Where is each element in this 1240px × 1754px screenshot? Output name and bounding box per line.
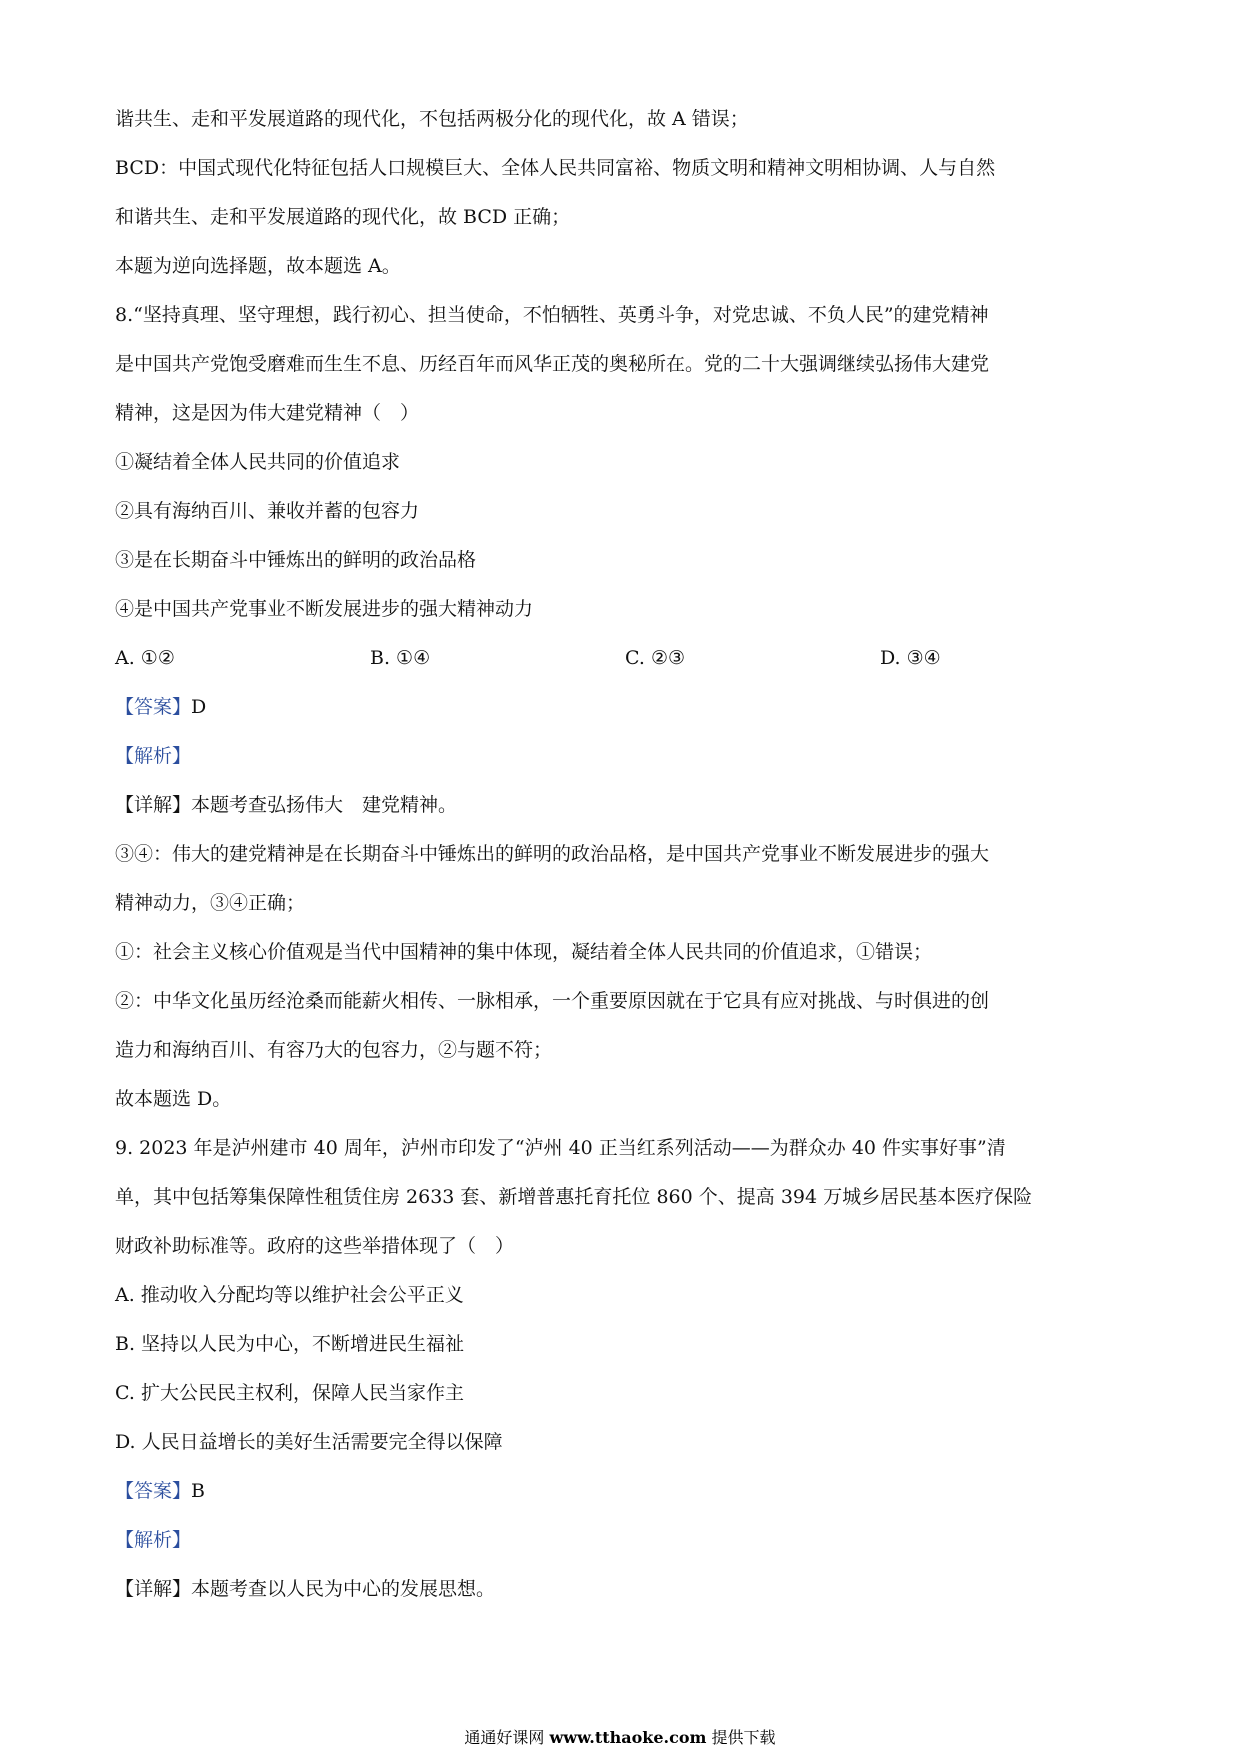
page-content xyxy=(115,95,1135,1614)
q9-stem-3: 财政补助标准等。政府的这些举措体现了（ ） xyxy=(115,1235,515,1257)
answer-tag: 【答案】 xyxy=(115,1480,192,1502)
page-footer xyxy=(0,1728,1240,1748)
q8-answer xyxy=(115,683,1135,732)
q8-item-3: ③是在长期奋斗中锤炼出的鲜明的政治品格 xyxy=(115,549,477,571)
q8-explain-6: 故本题选 D。 xyxy=(115,1088,232,1110)
prev-line-1: 谐共生、走和平发展道路的现代化，不包括两极分化的现代化，故 A 错误； xyxy=(115,108,749,130)
prev-line-2: BCD：中国式现代化特征包括人口规模巨大、全体人民共同富裕、物质文明和精神文明相协调、人与自然 xyxy=(115,157,996,179)
q8-option-c: C. ②③ xyxy=(625,647,686,669)
q8-detail xyxy=(115,781,1135,830)
q8-item-2: ②具有海纳百川、兼收并蓄的包容力 xyxy=(115,500,420,522)
prev-line-4: 本题为逆向选择题，故本题选 A。 xyxy=(115,255,401,277)
detail-tag: 【详解】 xyxy=(115,1578,192,1600)
prev-line-3: 和谐共生、走和平发展道路的现代化，故 BCD 正确； xyxy=(115,206,571,228)
q9-analysis xyxy=(115,1516,1135,1565)
detail-text: 本题考查弘扬伟大 建党精神。 xyxy=(191,794,458,816)
q8-explain-2: 精神动力，③④正确； xyxy=(115,892,306,914)
detail-text: 本题考查以人民为中心的发展思想。 xyxy=(191,1578,496,1600)
q8-analysis xyxy=(115,732,1135,781)
q9-option-a: A. 推动收入分配均等以维护社会公平正义 xyxy=(115,1284,464,1306)
q9-option-c: C. 扩大公民民主权利，保障人民当家作主 xyxy=(115,1382,464,1404)
q8-explain-3: ①：社会主义核心价值观是当代中国精神的集中体现，凝结着全体人民共同的价值追求，①错误； xyxy=(115,941,933,963)
footer-site-name: 通通好课网 xyxy=(464,1728,545,1747)
footer-url-link[interactable]: www.tthaoke.com xyxy=(549,1728,707,1747)
q9-stem-1: 9. 2023 年是泸州建市 40 周年，泸州市印发了“泸州 40 正当红系列活动——为群众办 40 件实事好事”清 xyxy=(115,1137,1006,1159)
answer-value: D xyxy=(191,696,207,718)
answer-tag: 【答案】 xyxy=(115,696,192,718)
q9-answer xyxy=(115,1467,1135,1516)
q8-option-b: B. ①④ xyxy=(370,647,431,669)
q8-option-d: D. ③④ xyxy=(880,647,941,669)
q8-item-1: ①凝结着全体人民共同的价值追求 xyxy=(115,451,401,473)
answer-value: B xyxy=(191,1480,205,1502)
detail-tag: 【详解】 xyxy=(115,794,192,816)
q9-option-b: B. 坚持以人民为中心，不断增进民生福祉 xyxy=(115,1333,465,1355)
q8-explain-4: ②：中华文化虽历经沧桑而能薪火相传、一脉相承，一个重要原因就在于它具有应对挑战、与时俱进的创 xyxy=(115,990,990,1012)
q8-explain-5: 造力和海纳百川、有容乃大的包容力，②与题不符； xyxy=(115,1039,553,1061)
q8-option-a: A. ①② xyxy=(115,647,175,669)
footer-download-text: 提供下载 xyxy=(711,1728,776,1747)
q9-stem-2: 单，其中包括筹集保障性租赁住房 2633 套、新增普惠托育托位 860 个、提高 394 万城乡居民基本医疗保险 xyxy=(115,1186,1033,1208)
analysis-tag: 【解析】 xyxy=(115,1529,192,1551)
q8-stem-1: 8.“坚持真理、坚守理想，践行初心、担当使命，不怕牺牲、英勇斗争，对党忠诚、不负人民”的建党精神 xyxy=(115,304,989,326)
q8-options xyxy=(115,634,1135,683)
q8-explain-1: ③④：伟大的建党精神是在长期奋斗中锤炼出的鲜明的政治品格，是中国共产党事业不断发展进步的强大 xyxy=(115,843,990,865)
q8-stem-3: 精神，这是因为伟大建党精神（ ） xyxy=(115,402,420,424)
q9-option-d: D. 人民日益增长的美好生活需要完全得以保障 xyxy=(115,1431,503,1453)
q9-detail xyxy=(115,1565,1135,1614)
q8-item-4: ④是中国共产党事业不断发展进步的强大精神动力 xyxy=(115,598,534,620)
q8-stem-2: 是中国共产党饱受磨难而生生不息、历经百年而风华正茂的奥秘所在。党的二十大强调继续弘扬伟大建党 xyxy=(115,353,990,375)
analysis-tag: 【解析】 xyxy=(115,745,192,767)
